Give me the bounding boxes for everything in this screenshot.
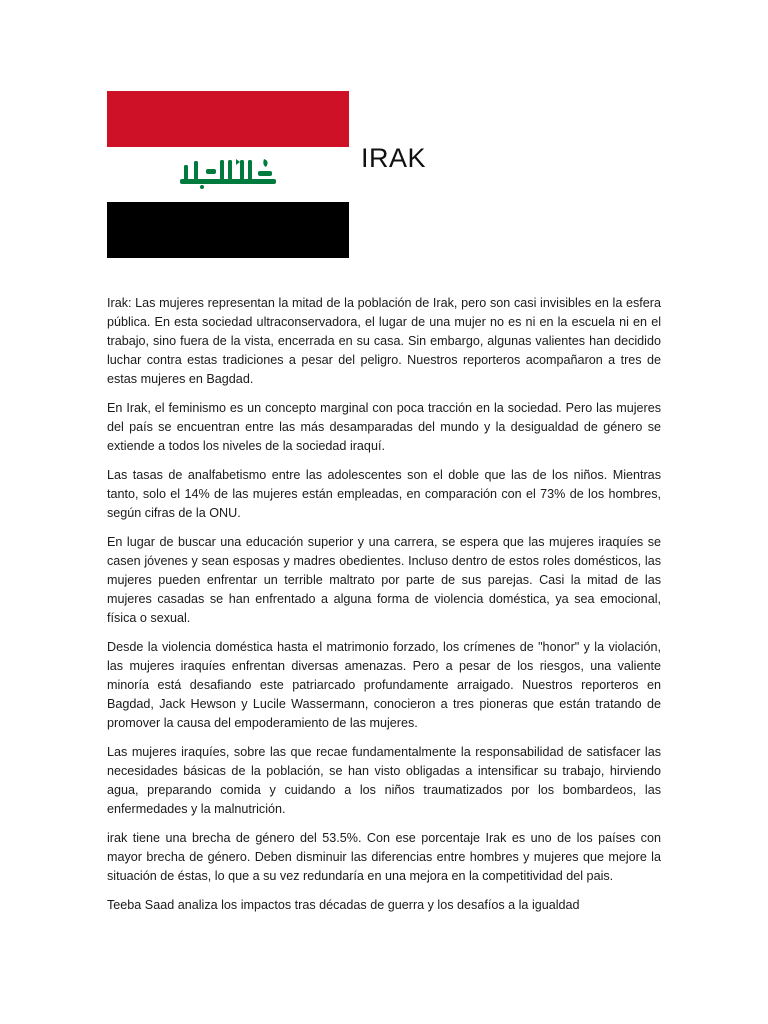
paragraph: Desde la violencia doméstica hasta el matrimonio forzado, los crímenes de "honor" y la violación, las mujeres iraquíes enfrentan diversas amenazas. Pero a pesar de los riesgos, una valiente minoría está desafiando este patriarcado profundamente arraigado. Nuestros reporteros en Bagdad, Jack Hewson y Lucile Wassermann, conocieron a tres pioneras que están tratando de promover la causa del empoderamiento de las mujeres. — [107, 640, 661, 730]
page-title: IRAK — [361, 143, 427, 173]
paragraph: Irak: Las mujeres representan la mitad de la población de Irak, pero son casi invisibles en la esfera pública. En esta sociedad ultraconservadora, el lugar de una mujer no es ni en la escuela ni en el trabajo, sino fuera de la vista, encerrada en su casa. Sin embargo, algunas valientes han decidido luchar contra estas tradiciones a pesar del peligro. Nuestros reporteros acompañaron a tres de estas mujeres en Bagdad. — [107, 296, 661, 386]
paragraph: irak tiene una brecha de género del 53.5%. Con ese porcentaje Irak es uno de los países con mayor brecha de género. Deben disminuir las diferencias entre hombres y mujeres que mejore la situación de éstas, lo que a su vez redundaría en una mejora en la competitividad del pais. — [107, 831, 661, 883]
paragraph: En lugar de buscar una educación superior y una carrera, se espera que las mujeres iraquíes se casen jóvenes y sean esposas y madres obedientes. Incluso dentro de estos roles domésticos, las mujeres pueden enfrentar un terrible maltrato por parte de sus parejas. Casi la mitad de las mujeres casadas se han enfrentado a alguna forma de violencia doméstica, ya sea emocional, física o sexual. — [107, 535, 661, 625]
takbir-inscription-icon — [176, 157, 280, 191]
flag-black-band — [107, 202, 349, 258]
paragraph: Las mujeres iraquíes, sobre las que recae fundamentalmente la responsabilidad de satisfacer las necesidades básicas de la población, se han visto obligadas a intensificar su trabajo, hirviendo agua, preparando comida y cuidando a los niños traumatizados por los bombardeos, las enfermedades y la malnutrición. — [107, 745, 661, 816]
article-body — [107, 294, 661, 925]
flag-white-band — [107, 147, 349, 202]
iraq-flag-image — [107, 91, 349, 258]
paragraph: Teeba Saad analiza los impactos tras décadas de guerra y los desafíos a la igualdad — [107, 898, 580, 912]
paragraph: En Irak, el feminismo es un concepto marginal con poca tracción en la sociedad. Pero las mujeres del país se encuentran entre las más desamparadas del mundo y la desigualdad de género se extiende a todos los niveles de la sociedad iraquí. — [107, 401, 661, 453]
paragraph: Las tasas de analfabetismo entre las adolescentes son el doble que las de los niños. Mientras tanto, solo el 14% de las mujeres están empleadas, en comparación con el 73% de los hombres, según cifras de la ONU. — [107, 468, 661, 520]
flag-red-band — [107, 91, 349, 147]
